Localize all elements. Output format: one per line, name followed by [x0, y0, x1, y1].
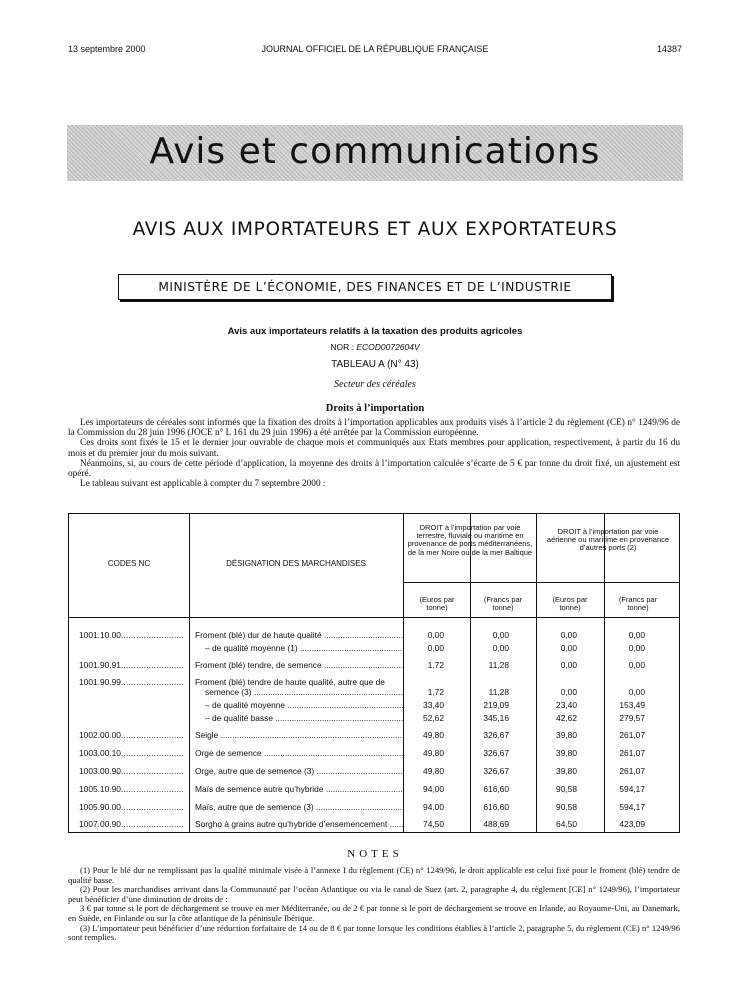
- cell-value: 279,57: [619, 713, 645, 723]
- cell-designation: Orge de semence .....: [195, 748, 403, 758]
- cell-value: 39,80: [556, 730, 577, 740]
- cell-value: 49,80: [423, 748, 444, 758]
- cell-value: 11,28: [488, 660, 509, 670]
- paragraph: Ces droits sont fixés le 15 et le dernier jour ouvrable de chaque mois et communiqués aux Etats membres pour application, respectivement, à partir du 16 du mois et du premier jour du mois suivant.: [68, 438, 680, 459]
- cell-designation: – de qualité moyenne (1) .....: [205, 643, 403, 653]
- cell-value: 0,00: [560, 643, 577, 653]
- cell-code: 1001.90.99 .....: [79, 677, 183, 687]
- cell-value: 0,00: [628, 643, 645, 653]
- cell-code: 1003.00.10 .....: [79, 748, 183, 758]
- cell-value: 594,17: [619, 784, 645, 794]
- cell-value: 23,40: [556, 700, 577, 710]
- cell-value: 42,62: [556, 713, 577, 723]
- cell-designation: – de qualité basse .....: [205, 713, 403, 723]
- col-header-designation: DÉSIGNATION DES MARCHANDISES: [226, 559, 366, 568]
- note-item: (3) L’importateur peut bénéficier d’une réduction forfaitaire de 14 ou de 8 € par tonne lorsque les conditions établies à l’article 2, paragraphe 5, du règlement (CE) n° 1249/96 sont remplies.: [68, 922, 680, 943]
- section-banner: [67, 125, 683, 181]
- cell-value: 90,58: [556, 784, 577, 794]
- cell-code: 1005.90.00 .....: [79, 802, 183, 812]
- cell-value: 49,80: [423, 730, 444, 740]
- cell-value: 594,17: [619, 802, 645, 812]
- main-title: AVIS AUX IMPORTATEURS ET AUX EXPORTATEURS: [132, 219, 618, 240]
- cell-designation: Maïs, autre que de semence (3) .....: [195, 802, 403, 812]
- paragraph: Les importateurs de céréales sont informés que la fixation des droits à l’importation applicables aux produits visés à l’article 2 du règlement (CE) n° 1249/96 de la Commission du 28 juin 1996 (JOCE n° L 161 du 29 juin 1996) a été arrêtée par la Commission européenne.: [68, 418, 680, 439]
- cell-value: 423,09: [619, 819, 645, 829]
- cell-value: 0,00: [427, 630, 444, 640]
- cell-code: 1003.00.90 .....: [79, 766, 183, 776]
- cell-value: 94,00: [423, 802, 444, 812]
- notice-title: Avis aux importateurs relatifs à la taxation des produits agricoles: [227, 326, 523, 337]
- paragraph: Le tableau suivant est applicable à compter du 7 septembre 2000 :: [80, 479, 326, 490]
- cell-value: 326,67: [483, 730, 509, 740]
- cell-designation: Froment (blé) tendre de haute qualité, autre que de: [195, 677, 385, 687]
- cell-code: 1001.90.91 .....: [79, 660, 183, 670]
- cell-value: 52,62: [423, 713, 444, 723]
- ministry-name: MINISTÈRE DE L’ÉCONOMIE, DES FINANCES ET DE L’INDUSTRIE: [158, 280, 572, 294]
- cell-value: 0,00: [560, 660, 577, 670]
- cell-code: 1001.10.00 .....: [79, 630, 183, 640]
- cell-value: 0,00: [628, 687, 645, 697]
- cell-value: 153,49: [619, 700, 645, 710]
- cell-value: 616,60: [483, 784, 509, 794]
- cell-code: 1002.00.00 .....: [79, 730, 183, 740]
- sector-title: Secteur des céréales: [334, 379, 416, 390]
- section-subtitle: Droits à l’importation: [325, 403, 425, 414]
- cell-value: 261,07: [619, 766, 645, 776]
- banner-title: Avis et communications: [149, 131, 601, 172]
- cell-value: 261,07: [619, 748, 645, 758]
- cell-value: 616,60: [483, 802, 509, 812]
- cell-value: 345,16: [483, 713, 509, 723]
- cell-value: 0,00: [628, 630, 645, 640]
- cell-value: 0,00: [492, 630, 509, 640]
- col-header-codes: CODES NC: [107, 559, 151, 568]
- nor-code: ECOD0072604V: [356, 342, 420, 352]
- header-divider: [403, 582, 680, 583]
- cell-value: 39,80: [556, 766, 577, 776]
- cell-value: 0,00: [560, 687, 577, 697]
- notice-body: [68, 418, 680, 489]
- cell-value: 0,00: [427, 643, 444, 653]
- cell-value: 90,58: [556, 802, 577, 812]
- notes-body: [68, 866, 680, 943]
- cell-designation: Froment (blé) dur de haute qualité .....: [195, 630, 403, 640]
- cell-value: 0,00: [492, 643, 509, 653]
- subheader-euros: (Euros par tonne): [419, 595, 455, 613]
- cell-value: 1,72: [427, 660, 444, 670]
- note-item: 3 € par tonne si le port de déchargement se trouve en mer Méditerranée, ou de 2 € par tonne si le port de déchargement se trouve en Irlande, au Royaume-Uni, au Danemark, en Suède, en Finlande ou sur la côte atlantique de la péninsule Ibérique.: [68, 903, 680, 923]
- cell-value: 261,07: [619, 730, 645, 740]
- cell-value: 0,00: [628, 660, 645, 670]
- subheader-francs: (Francs par tonne): [483, 595, 523, 613]
- cell-designation: semence (3) .....: [205, 687, 403, 697]
- cell-value: 326,67: [483, 766, 509, 776]
- notes-title: NOTES: [347, 848, 403, 860]
- subheader-euros: (Euros par tonne): [552, 595, 588, 613]
- cell-code: 1007.00.90 .....: [79, 819, 183, 829]
- header-journal: JOURNAL OFFICIEL DE LA RÉPUBLIQUE FRANÇAISE: [261, 44, 489, 54]
- cell-value: 1,72: [427, 687, 444, 697]
- cell-value: 39,80: [556, 748, 577, 758]
- cell-value: 74,50: [423, 819, 444, 829]
- header-bottom-rule: [69, 617, 680, 618]
- note-item: (2) Pour les marchandises arrivant dans la Communauté par l’océan Atlantique ou via le canal de Suez (art. 2, paragraphe 4, du règlement [CE] n° 1249/96), l’importateur peut bénéficier d’une diminution de droits de :: [68, 884, 680, 904]
- cell-value: 0,00: [560, 630, 577, 640]
- cell-value: 64,50: [556, 819, 577, 829]
- cell-designation: Froment (blé) tendre, de semence .....: [195, 660, 403, 670]
- cell-value: 488,69: [483, 819, 509, 829]
- subheader-francs: (Francs par tonne): [618, 595, 658, 613]
- cell-designation: Seigle .....: [195, 730, 403, 740]
- ministry-box: [118, 274, 612, 300]
- header-date: 13 septembre 2000: [68, 44, 146, 54]
- header-page-number: 14387: [656, 44, 682, 54]
- cell-value: 94,00: [423, 784, 444, 794]
- nor-label: NOR :: [330, 342, 354, 352]
- cell-designation: Sorgho à grains autre qu’hybride d’ensemencement .....: [195, 819, 403, 829]
- paragraph: Néanmoins, si, au cours de cette période d’application, la moyenne des droits à l’importation calculée s’écarte de 5 € par tonne du droit fixé, un ajustement est opéré.: [68, 458, 680, 480]
- note-item: (1) Pour le blé dur ne remplissant pas la qualité minimale visée à l’annexe I du règlement (CE) n° 1249/96, le droit applicable est celui fixé pour le froment (blé) tendre de qualité basse.: [68, 865, 680, 885]
- cell-code: 1005.10.90 .....: [79, 784, 183, 794]
- col-header-group-mediterranean: DROIT à l’importation par voie terrestre, fluviale ou maritime en provenance de ports méditerranéens, de la mer Noire ou de la mer Baltique: [407, 523, 533, 557]
- cell-value: 49,80: [423, 766, 444, 776]
- cell-designation: Maïs de semence autre qu’hybride .....: [195, 784, 403, 794]
- cell-designation: – de qualité moyenne .....: [205, 700, 403, 710]
- cell-designation: Orge, autre que de semence (3) .....: [195, 766, 403, 776]
- cell-value: 326,67: [483, 748, 509, 758]
- table-number-title: TABLEAU A (N° 43): [331, 359, 419, 370]
- cell-value: 219,09: [483, 700, 509, 710]
- col-header-group-other-ports: DROIT à l’importation par voie aérienne ou maritime en provenance d’autres ports (2): [546, 527, 670, 553]
- duties-table: [68, 513, 680, 833]
- cell-value: 33,40: [423, 700, 444, 710]
- cell-value: 11,28: [488, 687, 509, 697]
- nor-reference: [0, 342, 750, 352]
